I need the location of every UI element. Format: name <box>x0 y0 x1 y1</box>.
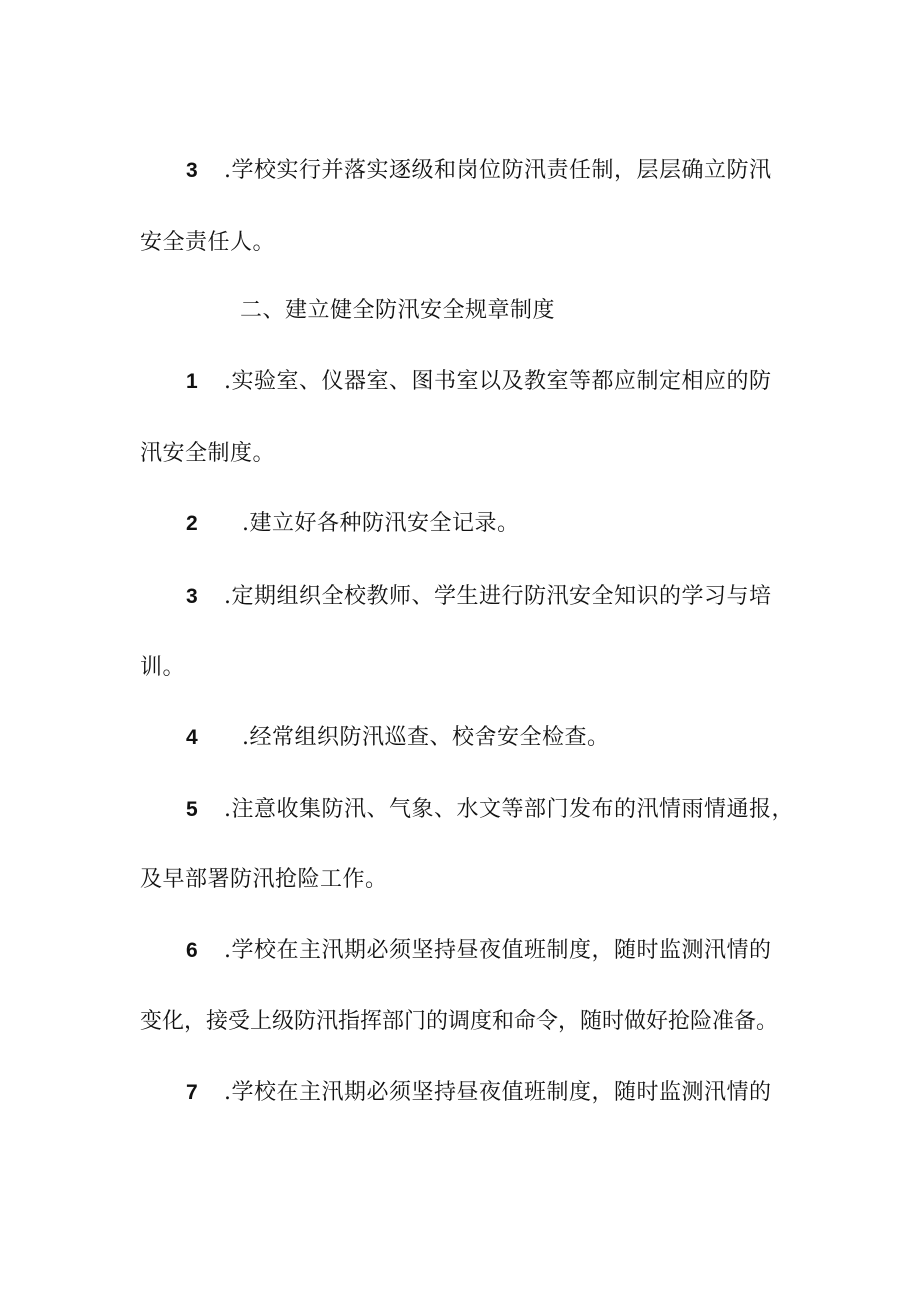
item-number: 5 <box>186 798 199 821</box>
paragraph-1-line-1 <box>186 368 772 396</box>
paragraph-2 <box>186 510 520 538</box>
item-text: .经常组织防汛巡查、校舍安全检查。 <box>242 725 610 750</box>
paragraph-5-line-2: 及早部署防汛抢险工作。 <box>140 867 388 892</box>
paragraph-1-line-2: 汛安全制度。 <box>140 441 276 466</box>
paragraph-6-line-2: 变化，接受上级防汛指挥部门的调度和命令，随时做好抢险准备。 <box>140 1009 779 1034</box>
paragraph-3b-line-2: 训。 <box>140 655 186 680</box>
item-number: 6 <box>186 939 199 962</box>
item-text: .建立好各种防汛安全记录。 <box>242 511 520 536</box>
item-number: 1 <box>186 370 199 393</box>
paragraph-6-line-1 <box>186 937 772 965</box>
paragraph-4 <box>186 724 610 752</box>
item-number: 4 <box>186 726 199 749</box>
item-text: .实验室、仪器室、图书室以及教室等都应制定相应的防 <box>224 369 772 394</box>
item-text: .学校在主汛期必须坚持昼夜值班制度，随时监测汛情的 <box>224 938 772 963</box>
item-number: 3 <box>186 585 199 608</box>
paragraph-3b-line-1 <box>186 583 772 611</box>
paragraph-7-line-1 <box>186 1079 772 1107</box>
paragraph-3-line-1 <box>186 157 772 185</box>
item-number: 3 <box>186 159 199 182</box>
item-text: .学校实行并落实逐级和岗位防汛责任制，层层确立防汛 <box>224 158 772 183</box>
item-number: 2 <box>186 512 199 535</box>
item-text: .定期组织全校教师、学生进行防汛安全知识的学习与培 <box>224 584 772 609</box>
item-text: .注意收集防汛、气象、水文等部门发布的汛情雨情通报， <box>224 797 794 822</box>
item-text: .学校在主汛期必须坚持昼夜值班制度，随时监测汛情的 <box>224 1080 772 1105</box>
paragraph-5-line-1 <box>186 796 794 824</box>
item-number: 7 <box>186 1081 199 1104</box>
paragraph-3-line-2: 安全责任人。 <box>140 230 276 255</box>
section-heading: 二、建立健全防汛安全规章制度 <box>240 298 556 323</box>
